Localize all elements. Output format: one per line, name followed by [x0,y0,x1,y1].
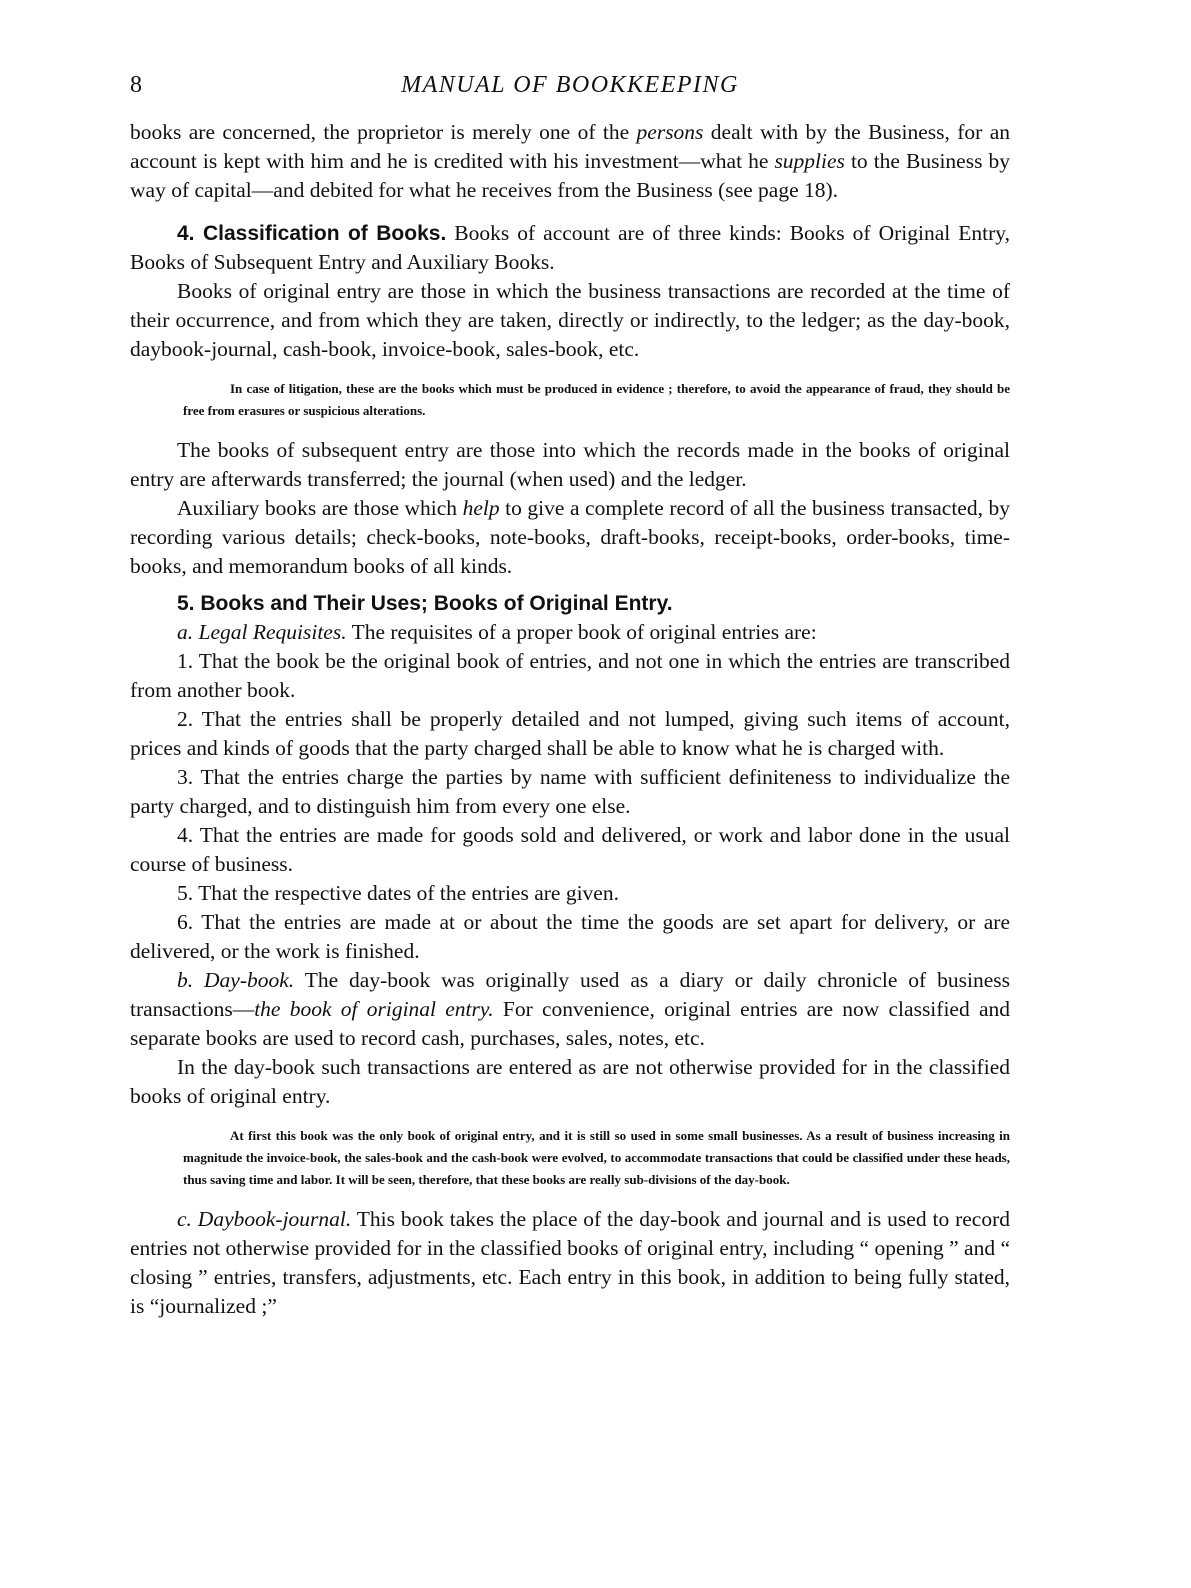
page-number: 8 [130,72,142,98]
emphasis-help: help [462,496,500,520]
emphasis-book-of-original-entry: the book of original entry. [254,997,494,1021]
requisite-item: 5. That the respective dates of the entries are given. [177,881,619,905]
subsection-label: b. Day-book. [177,968,295,992]
section-heading: 4. Classification of Books. [177,222,447,245]
daybook-journal-paragraph [130,1205,1010,1321]
legal-requisites [130,618,1010,647]
section-5-heading: 5. Books and Their Uses; Books of Original Entry. [177,592,673,615]
subsection-label: c. Daybook-journal. [177,1207,352,1231]
day-book-paragraph-2: In the day-book such transactions are entered as are not otherwise provided for in the classified books of original entry. [130,1055,1010,1108]
emphasis-supplies: supplies [774,149,845,173]
text-run: For convenience, original entries are now classified and separate books are used to record cash, purchases, sales, notes, etc. [130,997,1010,1050]
paragraph-proprietor [130,118,1010,205]
text-run: The requisites of a proper book of original entries are: [346,620,817,644]
text-run: The day-book was originally used as a diary or daily chronicle of business transactions— [130,968,1010,1021]
text-run: Auxiliary books are those which [177,496,463,520]
requisite-item: 2. That the entries shall be properly detailed and not lumped, giving such items of account, prices and kinds of goods that the party charged shall be able to know what he is charged with. [130,707,1010,760]
text-run: dealt with by the Business, for an account is kept with him and he is credited with his investment—what he [130,120,1011,173]
requisite-item: 6. That the entries are made at or about the time the goods are set apart for delivery, or are delivered, or the work is finished. [130,910,1010,963]
section-4-classification [130,219,1010,277]
text-run: books are concerned, the proprietor is merely one of the [130,120,637,144]
text-run: Books of account are of three kinds: Books of Original Entry, Books of Subsequent Entry and Auxiliary Books. [130,221,1010,274]
requisite-item: 3. That the entries charge the parties by name with sufficient definiteness to individualize the party charged, and to distinguish him from every one else. [130,765,1010,818]
text-run: This book takes the place of the day-book and journal and is used to record entries not otherwise provided for in the classified books of original entry, including “ opening ” and “ closing ” entries, transfers, adjustments, etc. Each entry in this book, in addition to being fully stated, is “journalized ;” [130,1207,1010,1318]
requisite-item: 1. That the book be the original book of entries, and not one in which the entries are transcribed from another book. [130,649,1010,702]
paragraph-auxiliary-books [130,494,1010,581]
requisite-item: 4. That the entries are made for goods sold and delivered, or work and labor done in the usual course of business. [130,823,1010,876]
subsection-label: a. Legal Requisites. [177,620,347,644]
page-header [130,72,1010,106]
footnote-day-book: At first this book was the only book of original entry, and it is still so used in some small businesses. As a result of business increasing in magnitude the invoice-book, the sales-book and the cash-book were evolved, to accommodate transactions that could be classified under these heads, thus saving time and labor. It will be seen, therefore, that these books are really sub-divisions of the day-book. [183,1128,1010,1187]
paragraph-subsequent-entry: The books of subsequent entry are those into which the records made in the books of original entry are afterwards transferred; the journal (when used) and the ledger. [130,438,1010,491]
text-run: to give a complete record of all the business transacted, by recording various details; check-books, note-books, draft-books, receipt-books, order-books, time-books, and memorandum books of all kinds. [130,496,1010,578]
text-run: to the Business by way of capital—and debited for what he receives from the Business (see page 18). [130,149,1010,202]
running-title: MANUAL OF BOOKKEEPING [401,72,739,98]
paragraph-original-entry: Books of original entry are those in which the business transactions are recorded at the time of their occurrence, and from which they are taken, directly or indirectly, to the ledger; as the day-book, daybook-journal, cash-book, invoice-book, sales-book, etc. [130,279,1010,361]
day-book-paragraph [130,966,1010,1053]
page-body [130,118,1010,1321]
emphasis-persons: persons [636,120,704,144]
footnote-litigation: In case of litigation, these are the books which must be produced in evidence ; therefore, to avoid the appearance of fraud, they should be free from erasures or suspicious alterations. [183,381,1010,418]
